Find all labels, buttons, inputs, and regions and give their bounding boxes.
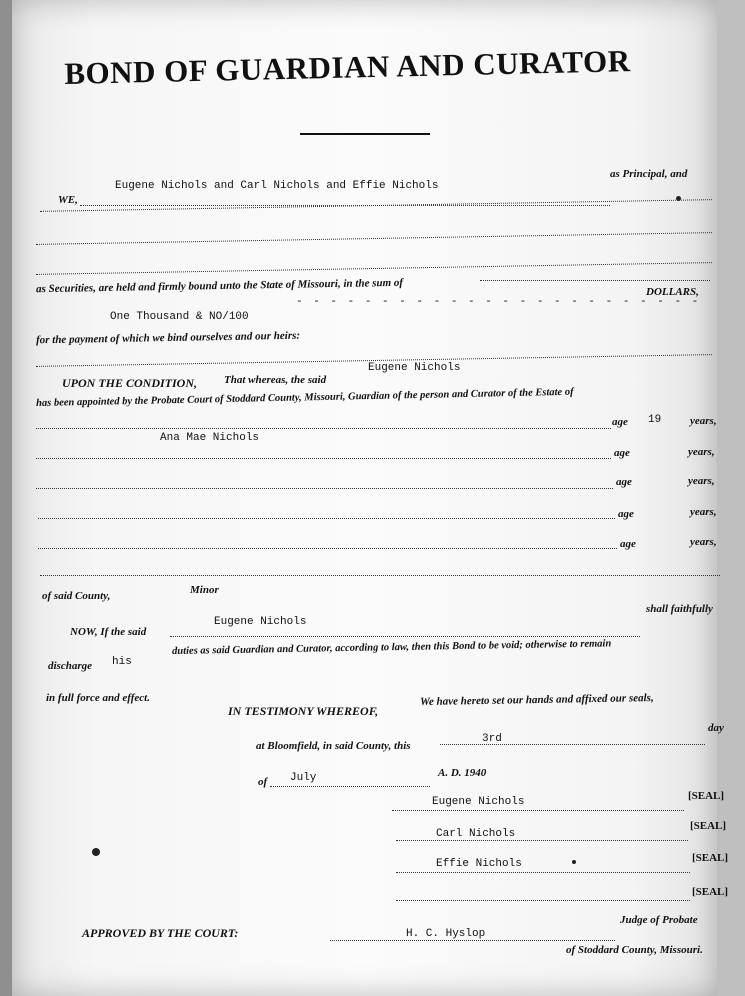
as-principal-label: as Principal, and [610,168,688,180]
guardian-name: Eugene Nichols [368,362,461,374]
age-label-5: age [620,538,636,550]
pronoun-value: his [112,656,132,668]
ink-smudge [572,860,576,864]
title-rule [300,133,430,135]
securities-text: as Securities, are held and firmly bound unto the State of Missouri, in the sum of [35,276,404,296]
years-label-4: years, [690,506,717,518]
seal-3: [SEAL] [692,852,729,864]
approved-label: APPROVED BY THE COURT: [82,926,239,940]
years-label-3: years, [688,475,715,487]
day-line [440,744,705,745]
minor-line-3 [36,488,613,489]
ink-smudge [92,848,100,856]
signature-2: Carl Nichols [436,828,516,840]
day-label: day [708,722,724,734]
years-label-2: years, [688,446,715,458]
now-name: Eugene Nichols [214,616,307,628]
amount-dashes: - - - - - - - - - - - - - - - - - - - - - - - - [296,296,701,308]
judge-signature: H. C. Hyslop [406,928,486,940]
of-label: of [258,776,268,788]
blank-line-2 [36,232,712,245]
age-value-1: 19 [648,414,662,426]
signature-line-1 [392,810,684,811]
age-label-1: age [612,416,628,428]
shall-faithfully: shall faithfully [646,603,713,615]
payment-text: for the payment of which we bind ourselves and our heirs: [35,329,301,347]
we-label: WE, [58,194,78,206]
testimony-label: IN TESTIMONY WHEREOF, [228,704,379,718]
sum-line [480,280,710,281]
signature-3: Effie Nichols [436,858,522,870]
day-value: 3rd [482,733,502,745]
minor-name-2: Ana Mae Nichols [160,432,260,444]
testimony-text: We have hereto set our hands and affixed our seals, [419,691,654,709]
signature-line-2 [396,840,688,841]
dollars-label: DOLLARS, [646,286,699,298]
now-label: NOW, If the said [70,626,147,638]
minor-line-4 [38,518,615,519]
ink-smudge [676,196,681,201]
appointed-text: has been appointed by the Probate Court of Stoddard County, Missouri, Guardian of the person and Curator of the Estate of [36,386,574,409]
judge-county: of Stoddard County, Missouri. [566,944,703,956]
ad-text: A. D. 1940 [438,767,487,779]
seal-1: [SEAL] [688,790,725,802]
age-label-3: age [616,476,632,488]
blank-line-5 [40,575,720,576]
years-label-5: years, [690,536,717,548]
signature-line-4 [396,900,690,901]
seal-4: [SEAL] [692,886,729,898]
condition-label: UPON THE CONDITION, [62,376,197,390]
blank-line-3 [36,262,712,275]
minor-line-5 [38,548,617,549]
month-value: July [290,772,317,784]
condition-text: That whereas, the said [224,374,327,386]
now-line [170,636,640,637]
document-title: BOND OF GUARDIAN AND CURATOR [64,43,631,91]
full-force-text: in full force and effect. [46,692,150,704]
age-label-2: age [614,447,630,459]
minor-word: Minor [190,584,219,596]
of-said-county: of said County, [42,590,111,602]
years-label-1: years, [690,415,717,427]
discharge-label: discharge [48,660,92,672]
signature-line-3 [396,872,690,873]
judge-line [330,940,615,941]
age-label-4: age [618,508,634,520]
amount-value: One Thousand & NO/100 [110,311,249,323]
seal-2: [SEAL] [690,820,727,832]
bloomfield-text: at Bloomfield, in said County, this [256,740,411,752]
month-line [270,786,430,787]
minor-line-2 [36,458,611,459]
principals-value: Eugene Nichols and Carl Nichols and Effie Nichols [115,180,439,192]
duties-text: duties as said Guardian and Curator, according to law, then this Bond to be void; otherwise to remain [172,638,612,657]
signature-1: Eugene Nichols [432,796,525,808]
judge-title: Judge of Probate [620,914,698,926]
minor-line-1 [36,428,611,429]
